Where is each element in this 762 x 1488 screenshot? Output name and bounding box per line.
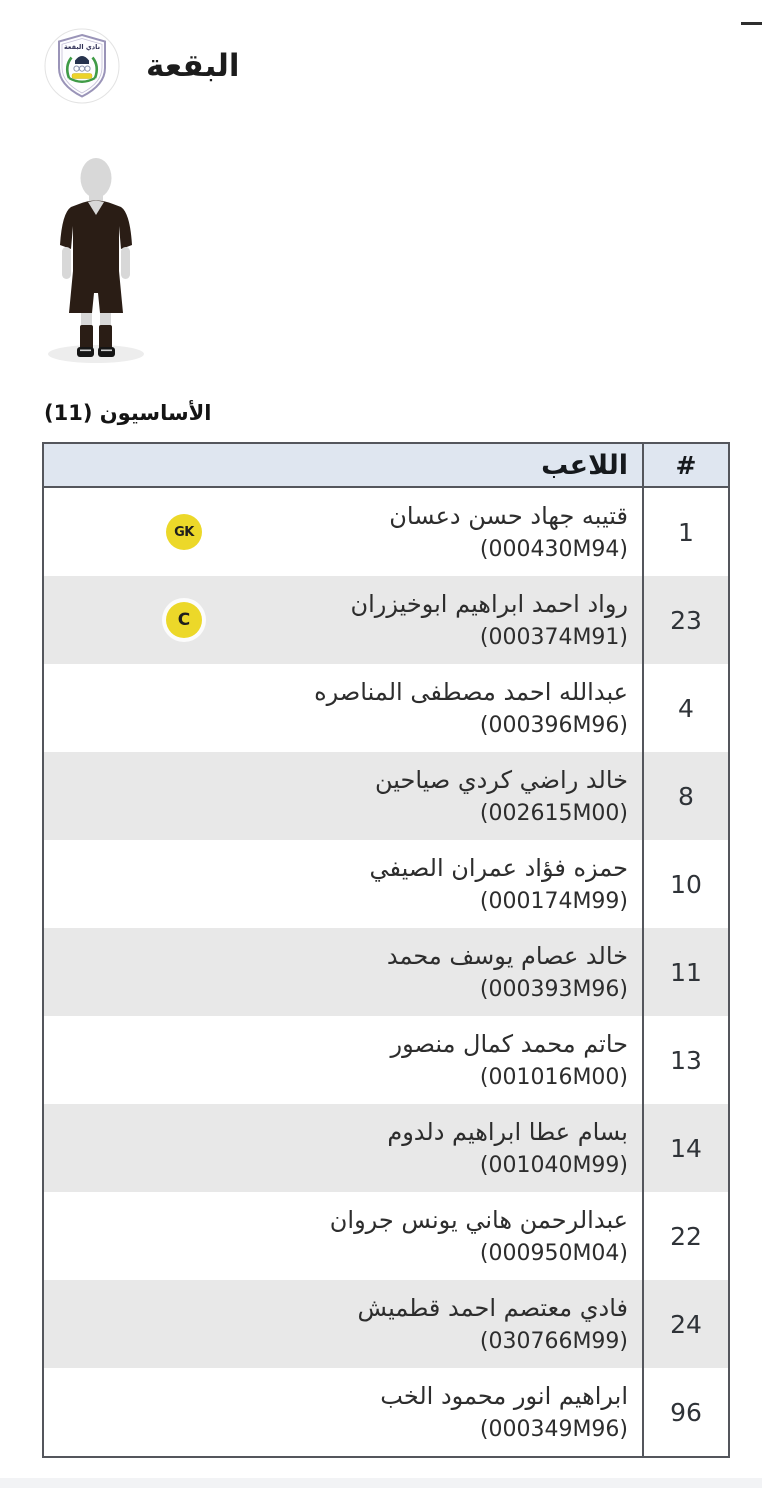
- shirt-number-cell: [642, 1104, 728, 1192]
- player-name-block: [358, 1290, 628, 1358]
- player-row[interactable]: [44, 1280, 728, 1368]
- player-name-block: [330, 1202, 628, 1270]
- player-column-header: اللاعب: [541, 449, 628, 481]
- shirt-number-cell: [642, 840, 728, 928]
- shirt-number-cell: [642, 1016, 728, 1104]
- player-registration-id: (000349M96): [479, 1417, 628, 1442]
- player-cell: [44, 1104, 642, 1192]
- player-name: عبدالرحمن هاني يونس جروان: [329, 1206, 628, 1234]
- player-cell: [44, 928, 642, 1016]
- top-right-dash: [741, 22, 762, 25]
- starters-section-title: الأساسيون (11): [44, 401, 212, 425]
- player-cell: [44, 840, 642, 928]
- shirt-number: 4: [678, 693, 694, 723]
- player-name-block: [391, 1026, 628, 1094]
- player-registration-id: (000430M94): [479, 537, 628, 562]
- shirt-number: 22: [670, 1221, 702, 1251]
- player-row[interactable]: [44, 664, 728, 752]
- gk-badge: GK: [166, 514, 202, 550]
- player-registration-id: (001016M00): [479, 1065, 628, 1090]
- shirt-number: 14: [670, 1133, 702, 1163]
- player-registration-id: (000393M96): [479, 977, 628, 1002]
- player-name-block: [389, 498, 628, 566]
- next-section-edge: [0, 1478, 762, 1488]
- number-column-header: #: [675, 450, 697, 480]
- player-registration-id: (000174M99): [479, 889, 628, 914]
- player-cell: [44, 752, 642, 840]
- shirt-number-cell: [642, 664, 728, 752]
- player-row[interactable]: [44, 840, 728, 928]
- c-badge: C: [166, 602, 202, 638]
- starters-table: [42, 442, 730, 1458]
- shirt-number-cell: [642, 928, 728, 1016]
- shirt-number: 8: [678, 781, 694, 811]
- table-header-row: [44, 444, 728, 488]
- player-name: خالد عصام يوسف محمد: [386, 942, 628, 970]
- player-row[interactable]: [44, 488, 728, 576]
- club-header: [44, 28, 240, 104]
- logo-arc-text: نادي البقعة: [63, 43, 101, 51]
- player-name: فادي معتصم احمد قطميش: [357, 1294, 628, 1322]
- player-kit-figure: [36, 152, 160, 366]
- shirt-number-cell: [642, 752, 728, 840]
- player-name-block: [387, 1114, 628, 1182]
- player-registration-id: (000374M91): [479, 625, 628, 650]
- player-cell: [44, 1192, 642, 1280]
- player-name-block: [369, 850, 628, 918]
- player-row[interactable]: [44, 576, 728, 664]
- player-registration-id: (030766M99): [479, 1329, 628, 1354]
- player-registration-id: (000396M96): [479, 713, 628, 738]
- player-name-block: [387, 938, 628, 1006]
- player-column-header-cell: [44, 444, 642, 486]
- player-cell: [44, 488, 642, 576]
- player-name-block: [314, 674, 628, 742]
- player-row[interactable]: [44, 1192, 728, 1280]
- player-row[interactable]: [44, 1368, 728, 1456]
- player-row[interactable]: [44, 928, 728, 1016]
- shirt-number: 23: [670, 605, 702, 635]
- player-cell: [44, 664, 642, 752]
- player-cell: [44, 1016, 642, 1104]
- player-name-block: [380, 1378, 628, 1446]
- player-name: خالد راضي كردي صياحين: [374, 766, 628, 794]
- player-name: عبدالله احمد مصطفى المناصره: [314, 678, 628, 706]
- player-row[interactable]: [44, 1016, 728, 1104]
- shirt-number: 96: [670, 1397, 702, 1427]
- club-logo-icon: [44, 28, 120, 104]
- player-row[interactable]: [44, 752, 728, 840]
- player-name: ابراهيم انور محمود الخب: [380, 1382, 628, 1410]
- player-cell: [44, 1368, 642, 1456]
- figure-shadow: [48, 345, 144, 363]
- player-registration-id: (000950M04): [479, 1241, 628, 1266]
- shirt-number: 24: [670, 1309, 702, 1339]
- shirt-number: 10: [670, 869, 702, 899]
- shirt-number: 1: [678, 517, 694, 547]
- shirt-number: 13: [670, 1045, 702, 1075]
- player-name-block: [351, 586, 628, 654]
- player-name-block: [375, 762, 628, 830]
- shirt-number: 11: [670, 957, 702, 987]
- shirt-number-cell: [642, 1280, 728, 1368]
- player-row[interactable]: [44, 1104, 728, 1192]
- player-registration-id: (001040M99): [479, 1153, 628, 1178]
- player-name: حمزه فؤاد عمران الصيفي: [369, 854, 628, 882]
- number-column-header-cell: [642, 444, 728, 486]
- table-body: [44, 488, 728, 1456]
- player-name: بسام عطا ابراهيم دلدوم: [387, 1118, 628, 1146]
- club-name: البقعة: [146, 48, 240, 84]
- player-name: حاتم محمد كمال منصور: [390, 1030, 628, 1058]
- player-registration-id: (002615M00): [479, 801, 628, 826]
- player-name: رواد احمد ابراهيم ابوخيزران: [350, 590, 628, 618]
- player-cell: [44, 576, 642, 664]
- shirt-number-cell: [642, 576, 728, 664]
- shirt-number-cell: [642, 1368, 728, 1456]
- shirt-number-cell: [642, 1192, 728, 1280]
- player-name: قتيبه جهاد حسن دعسان: [389, 502, 628, 530]
- shirt-number-cell: [642, 488, 728, 576]
- player-cell: [44, 1280, 642, 1368]
